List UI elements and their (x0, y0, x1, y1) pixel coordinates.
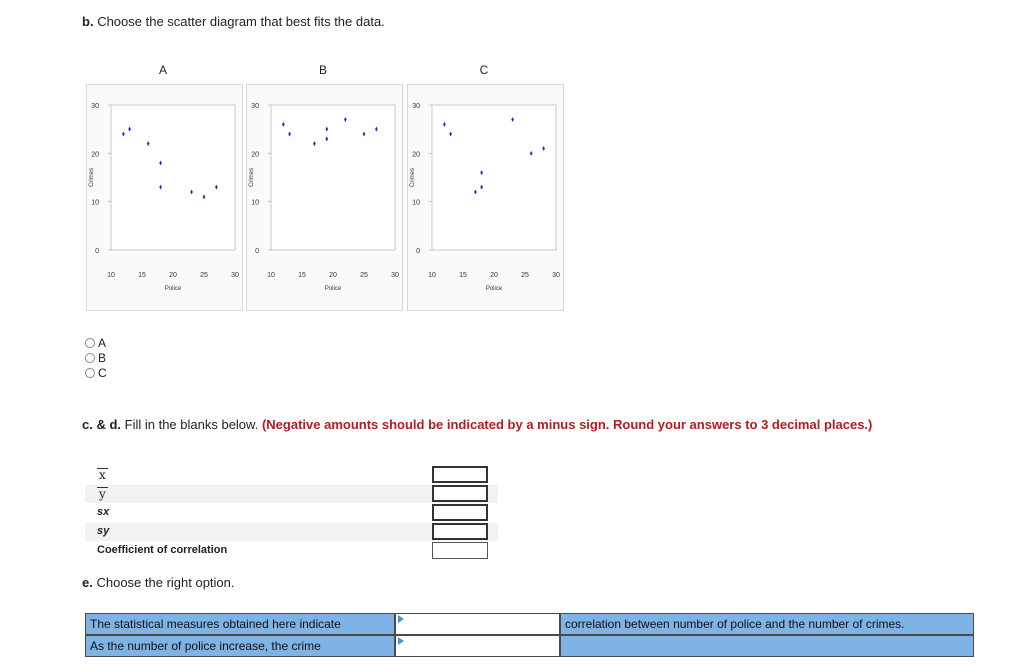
question-b (82, 14, 385, 29)
question-e-prefix: e. (82, 575, 93, 590)
x-axis-label: Police (485, 286, 503, 292)
sx-input[interactable] (432, 504, 488, 521)
scatter-chart-a (86, 84, 243, 311)
scatter-c-svg (408, 85, 565, 312)
x-tick-label: 25 (360, 272, 368, 279)
radio-circle[interactable] (85, 368, 95, 378)
radio-option-b[interactable] (85, 351, 106, 365)
chart-a-letter: A (158, 63, 167, 77)
y-tick-label: 0 (255, 248, 259, 255)
coef-label: Coefficient of correlation (97, 544, 228, 556)
option-row-1-dropdown[interactable] (395, 613, 560, 635)
option-row-2 (85, 635, 974, 657)
x-tick-label: 30 (391, 272, 399, 279)
y-tick-label: 10 (412, 199, 420, 207)
chart-c-letter: C (479, 63, 489, 77)
dropdown-marker-icon (398, 637, 404, 645)
y-tick-label: 10 (91, 199, 99, 207)
y-axis-label: Crimes (410, 168, 416, 187)
xbar-input[interactable] (432, 466, 488, 483)
question-e (82, 575, 235, 590)
y-tick-label: 10 (251, 199, 259, 207)
question-b-prefix: b. (82, 14, 94, 29)
scatter-chart-b (246, 84, 403, 311)
option-row-2-suffix (560, 635, 974, 657)
radio-circle[interactable] (85, 353, 95, 363)
dropdown-marker-icon (398, 615, 404, 623)
radio-label: A (98, 336, 107, 350)
x-tick-label: 20 (490, 272, 498, 279)
plot-area (432, 105, 556, 250)
scatter-b-svg (247, 85, 404, 312)
scatter-chart-c (407, 84, 564, 311)
question-cd-text: Fill in the blanks below. (124, 417, 259, 432)
xbar-label: x (99, 468, 106, 482)
x-tick-label: 15 (459, 272, 467, 279)
scatter-a-svg (87, 85, 244, 312)
option-row-1-label: The statistical measures obtained here indicate (85, 613, 395, 635)
x-tick-label: 30 (231, 272, 239, 279)
y-tick-label: 20 (412, 151, 420, 159)
x-tick-label: 15 (298, 272, 306, 279)
coef-input[interactable] (432, 542, 488, 559)
radio-label: C (98, 366, 107, 380)
x-tick-label: 25 (200, 272, 208, 279)
option-row-2-label: As the number of police increase, the crime (85, 635, 395, 657)
x-tick-label: 25 (521, 272, 529, 279)
x-tick-label: 10 (107, 272, 115, 279)
radio-option-a[interactable] (85, 336, 106, 350)
question-cd-prefix: c. & d. (82, 417, 122, 432)
question-b-text: Choose the scatter diagram that best fits the data. (97, 14, 385, 29)
option-row-1 (85, 613, 974, 635)
radio-label: B (98, 351, 107, 365)
option-row-1-suffix: correlation between number of police and the number of crimes. (560, 613, 974, 635)
x-tick-label: 30 (552, 272, 560, 279)
chart-b-letter: B (318, 63, 327, 77)
x-tick-label: 15 (138, 272, 146, 279)
x-tick-label: 20 (169, 272, 177, 279)
y-axis-label: Crimes (89, 168, 95, 187)
option-row-2-dropdown[interactable] (395, 635, 560, 657)
radio-option-c[interactable] (85, 366, 107, 380)
question-e-text: Choose the right option. (96, 575, 235, 590)
y-tick-label: 30 (412, 103, 420, 110)
sy-label: sy (97, 525, 110, 537)
x-axis-label: Police (324, 286, 342, 292)
radio-circle[interactable] (85, 338, 95, 348)
x-tick-label: 20 (329, 272, 337, 279)
y-tick-label: 20 (251, 151, 259, 159)
y-tick-label: 0 (416, 248, 420, 255)
ybar-input[interactable] (432, 485, 488, 502)
x-tick-label: 10 (267, 272, 275, 279)
y-axis-label: Crimes (249, 168, 255, 187)
question-cd (82, 417, 872, 432)
sy-input[interactable] (432, 523, 488, 540)
sx-label: sx (97, 506, 110, 518)
y-tick-label: 0 (95, 248, 99, 255)
x-tick-label: 10 (428, 272, 436, 279)
y-tick-label: 30 (251, 103, 259, 110)
question-cd-note: (Negative amounts should be indicated by a minus sign. Round your answers to 3 decimal places.) (261, 417, 873, 432)
ybar-label: y (99, 487, 106, 501)
y-tick-label: 20 (91, 151, 99, 159)
y-tick-label: 30 (91, 103, 99, 110)
x-axis-label: Police (164, 286, 182, 292)
